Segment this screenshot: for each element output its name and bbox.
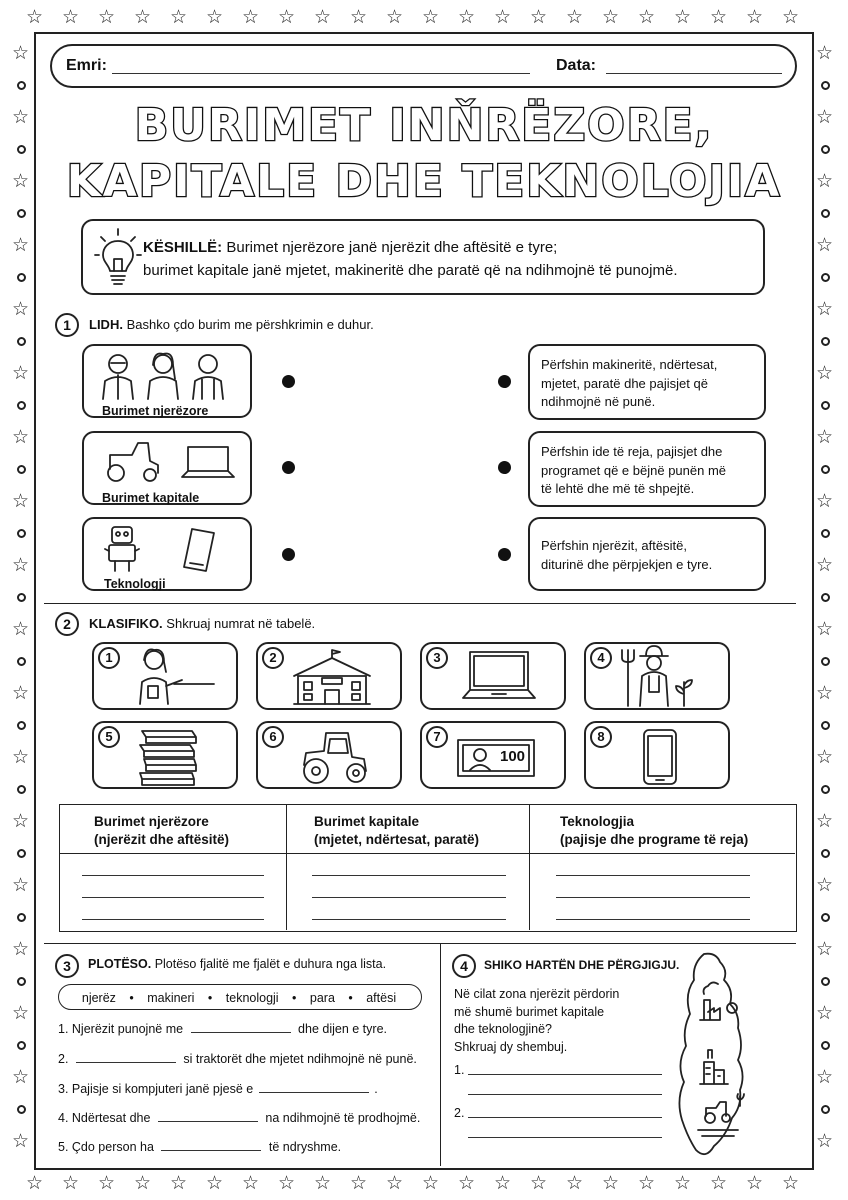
table-answer-line[interactable] — [82, 875, 264, 876]
star-icon: ☆ — [170, 6, 188, 28]
star-icon: ☆ — [62, 1172, 80, 1194]
ring-icon — [821, 1041, 830, 1050]
people-icon — [98, 351, 228, 401]
sentence-text: dhe dijen e tyre. — [298, 1022, 387, 1036]
classify-card-1[interactable] — [92, 642, 238, 710]
tip-box — [81, 219, 765, 295]
section1-instruction: Bashko çdo burim me përshkrimin e duhur. — [126, 317, 374, 332]
ring-icon — [821, 785, 830, 794]
star-icon: ☆ — [12, 426, 30, 448]
star-icon: ☆ — [12, 362, 30, 384]
star-icon: ☆ — [816, 810, 834, 832]
sentence-text: 3. Pajisje si kompjuteri janë pjesë e — [58, 1082, 254, 1096]
answer-line[interactable] — [468, 1074, 662, 1075]
table-answer-line[interactable] — [312, 897, 506, 898]
match-dot-right-3[interactable] — [498, 548, 511, 561]
star-icon: ☆ — [98, 1172, 116, 1194]
table-header-capital — [314, 813, 524, 849]
sentence-text: 1. Njerëzit punojnë me — [58, 1022, 184, 1036]
question-line: dhe teknologjinë? — [454, 1022, 552, 1036]
sentence-text: si traktorët dhe mjetet ndihmojnë në punë. — [183, 1052, 417, 1066]
star-icon: ☆ — [782, 1172, 800, 1194]
match-dot-left-2[interactable] — [282, 461, 295, 474]
star-icon: ☆ — [710, 1172, 728, 1194]
match-left-capital-label: Burimet kapitale — [102, 491, 200, 505]
star-icon: ☆ — [674, 6, 692, 28]
word-bank-word: para — [309, 991, 335, 1005]
match-right-1-line: Përfshin makineritë, ndërtesat, — [541, 357, 718, 372]
robot-tablet-icon — [100, 523, 230, 573]
star-icon: ☆ — [12, 554, 30, 576]
school-building-icon — [292, 648, 372, 706]
classify-card-3[interactable] — [420, 642, 566, 710]
star-icon: ☆ — [12, 106, 30, 128]
ring-icon — [821, 273, 830, 282]
section1-number: 1 — [55, 313, 79, 337]
laptop-icon — [462, 650, 536, 704]
word-bank: njerëz • makineri • teknologji • para • aftësi — [58, 984, 422, 1010]
tip-line2: burimet kapitale janë mjetet, makineritë dhe paratë që na ndihmojnë të punojmë. — [143, 262, 678, 279]
star-icon: ☆ — [134, 6, 152, 28]
table-header-title: Teknologjia — [560, 814, 635, 829]
star-icon: ☆ — [12, 234, 30, 256]
star-icon: ☆ — [350, 6, 368, 28]
fill-sentence-4 — [58, 1111, 420, 1125]
star-icon: ☆ — [816, 426, 834, 448]
table-answer-line[interactable] — [82, 919, 264, 920]
star-icon: ☆ — [566, 6, 584, 28]
card-number: 4 — [590, 647, 612, 669]
sentence-text: të ndryshme. — [268, 1140, 342, 1154]
date-label: Data: — [556, 57, 597, 74]
sentence-text: . — [374, 1082, 378, 1096]
match-right-2-line: Përfshin ide të reja, pajisjet dhe — [541, 444, 723, 459]
classify-card-2[interactable] — [256, 642, 402, 710]
ring-icon — [17, 913, 26, 922]
star-icon: ☆ — [530, 1172, 548, 1194]
star-icon: ☆ — [710, 6, 728, 28]
name-field[interactable] — [112, 73, 530, 74]
sentence-text: na ndihmojnë të prodhojmë. — [265, 1111, 421, 1125]
question-line: më shumë burimet kapitale — [454, 1004, 605, 1019]
match-right-2-line: të lehtë dhe më të shpejtë. — [541, 481, 695, 496]
star-icon: ☆ — [278, 1172, 296, 1194]
table-answer-line[interactable] — [312, 875, 506, 876]
star-icon: ☆ — [816, 170, 834, 192]
blank-field[interactable] — [191, 1023, 291, 1033]
star-icon: ☆ — [816, 1066, 834, 1088]
sentence-text: 5. Çdo person ha — [58, 1140, 154, 1154]
answer-line[interactable] — [468, 1117, 662, 1118]
answer-number: 1. — [454, 1063, 465, 1077]
blank-field[interactable] — [161, 1141, 261, 1151]
match-left-technology[interactable] — [82, 517, 252, 591]
tractor-icon — [296, 729, 372, 785]
answer-line[interactable] — [468, 1137, 662, 1138]
section2-instruction: Shkruaj numrat në tabelë. — [166, 616, 316, 631]
ring-icon — [821, 209, 830, 218]
star-icon: ☆ — [816, 234, 834, 256]
ring-icon — [17, 849, 26, 858]
section-divider — [44, 943, 796, 944]
match-dot-left-3[interactable] — [282, 548, 295, 561]
lightbulb-icon — [93, 227, 143, 291]
star-icon: ☆ — [278, 6, 296, 28]
star-icon: ☆ — [816, 490, 834, 512]
word-bank-word: makineri — [147, 991, 195, 1005]
name-date-bar — [50, 44, 797, 88]
classify-card-6[interactable] — [256, 721, 402, 789]
tractor-laptop-icon — [98, 439, 238, 483]
star-icon: ☆ — [816, 746, 834, 768]
star-icon: ☆ — [566, 1172, 584, 1194]
star-icon: ☆ — [98, 6, 116, 28]
smartphone-icon — [642, 728, 678, 786]
table-header-subtitle: (pajisje dhe programe të reja) — [560, 832, 749, 847]
star-icon: ☆ — [12, 938, 30, 960]
match-right-3-line: Përfshin njerëzit, aftësitë, — [541, 538, 687, 553]
star-icon: ☆ — [422, 1172, 440, 1194]
ring-icon — [17, 401, 26, 410]
page-title-line1: BURIMET INŇRËZORE, — [134, 100, 714, 151]
star-icon: ☆ — [746, 1172, 764, 1194]
ring-icon — [821, 849, 830, 858]
star-icon: ☆ — [638, 1172, 656, 1194]
ring-icon — [17, 977, 26, 986]
star-icon: ☆ — [816, 682, 834, 704]
ring-icon — [821, 657, 830, 666]
ring-icon — [17, 209, 26, 218]
star-icon: ☆ — [458, 1172, 476, 1194]
match-left-technology-label: Teknologji — [104, 577, 166, 591]
sentence-text: 4. Ndërtesat dhe — [58, 1111, 151, 1125]
table-header-title: Burimet njerëzore — [94, 814, 209, 829]
sentence-text: 2. — [58, 1052, 69, 1066]
star-icon: ☆ — [12, 874, 30, 896]
match-left-human[interactable] — [82, 344, 252, 418]
ring-icon — [17, 721, 26, 730]
banknote-value: 100 — [500, 748, 526, 765]
star-icon: ☆ — [12, 810, 30, 832]
table-header-subtitle: (njerëzit dhe aftësitë) — [94, 832, 230, 847]
star-icon: ☆ — [816, 106, 834, 128]
date-field[interactable] — [606, 73, 782, 74]
word-bank-word: teknologji — [225, 991, 279, 1005]
match-right-3[interactable] — [528, 517, 766, 591]
ring-icon — [821, 401, 830, 410]
ring-icon — [17, 785, 26, 794]
star-icon: ☆ — [12, 1066, 30, 1088]
tip-line1: Burimet njerëzore janë njerëzit dhe aftësitë e tyre; — [226, 239, 558, 256]
star-icon: ☆ — [350, 1172, 368, 1194]
ring-icon — [821, 1105, 830, 1114]
star-icon: ☆ — [134, 1172, 152, 1194]
classify-card-5[interactable] — [92, 721, 238, 789]
question-line: Në cilat zona njerëzit përdorin — [454, 987, 620, 1001]
match-right-2-line: programet që e bëjnë punën më — [541, 462, 727, 478]
fill-sentence-1 — [58, 1022, 387, 1036]
fill-sentence-5 — [58, 1140, 341, 1154]
ring-icon — [821, 721, 830, 730]
star-icon: ☆ — [12, 746, 30, 768]
section3-number: 3 — [55, 954, 79, 978]
ring-icon — [821, 465, 830, 474]
card-number: 8 — [590, 726, 612, 748]
star-icon: ☆ — [494, 6, 512, 28]
fill-sentence-3 — [58, 1082, 378, 1096]
name-label: Emri: — [66, 57, 107, 74]
star-icon: ☆ — [816, 1002, 834, 1024]
ring-icon — [17, 529, 26, 538]
star-icon: ☆ — [314, 1172, 332, 1194]
card-number: 6 — [262, 726, 284, 748]
match-right-3-line: diturinë dhe përpjekjen e tyre. — [541, 556, 713, 572]
ring-icon — [17, 465, 26, 474]
classify-card-4[interactable] — [584, 642, 730, 710]
fill-sentence-2 — [58, 1052, 417, 1066]
column-divider — [440, 944, 441, 1166]
match-dot-right-2[interactable] — [498, 461, 511, 474]
star-icon: ☆ — [26, 1172, 44, 1194]
star-icon: ☆ — [816, 618, 834, 640]
star-icon: ☆ — [12, 170, 30, 192]
card-number: 3 — [426, 647, 448, 669]
albania-map-icon — [668, 950, 778, 1164]
ring-icon — [821, 977, 830, 986]
star-icon: ☆ — [12, 1002, 30, 1024]
ring-icon — [17, 1105, 26, 1114]
star-icon: ☆ — [12, 618, 30, 640]
section1-title: LIDH. — [89, 317, 123, 332]
table-answer-line[interactable] — [556, 875, 750, 876]
star-icon: ☆ — [602, 1172, 620, 1194]
table-answer-line[interactable] — [312, 919, 506, 920]
section4-question — [454, 986, 619, 1056]
star-icon: ☆ — [62, 6, 80, 28]
page-title-line2: KAPITALE DHE TEKNOLOJIA — [66, 156, 782, 207]
star-icon: ☆ — [242, 1172, 260, 1194]
table-answer-line[interactable] — [556, 897, 750, 898]
blank-field[interactable] — [158, 1112, 258, 1122]
table-header-human — [94, 813, 284, 849]
section3-instruction: Plotëso fjalitë me fjalët e duhura nga lista. — [154, 957, 387, 971]
star-icon: ☆ — [746, 6, 764, 28]
star-icon: ☆ — [386, 1172, 404, 1194]
star-icon: ☆ — [12, 490, 30, 512]
star-icon: ☆ — [206, 1172, 224, 1194]
star-icon: ☆ — [12, 298, 30, 320]
section2-title: KLASIFIKO. — [89, 616, 163, 631]
ring-icon — [821, 529, 830, 538]
star-icon: ☆ — [12, 1130, 30, 1152]
match-dot-left-1[interactable] — [282, 375, 295, 388]
classify-card-8[interactable] — [584, 721, 730, 789]
section3-title: PLOTËSO. — [88, 957, 152, 971]
ring-icon — [17, 657, 26, 666]
star-icon: ☆ — [816, 298, 834, 320]
match-dot-right-1[interactable] — [498, 375, 511, 388]
table-answer-line[interactable] — [556, 919, 750, 920]
star-icon: ☆ — [530, 6, 548, 28]
star-icon: ☆ — [170, 1172, 188, 1194]
star-icon: ☆ — [638, 6, 656, 28]
star-icon: ☆ — [422, 6, 440, 28]
star-icon: ☆ — [816, 554, 834, 576]
table-header-subtitle: (mjetet, ndërtesat, paratë) — [314, 832, 480, 847]
ring-icon — [17, 337, 26, 346]
star-icon: ☆ — [242, 6, 260, 28]
star-icon: ☆ — [816, 42, 834, 64]
ring-icon — [821, 337, 830, 346]
match-left-human-label: Burimet njerëzore — [102, 404, 209, 418]
classification-table — [59, 804, 797, 932]
star-icon: ☆ — [12, 682, 30, 704]
star-icon: ☆ — [12, 42, 30, 64]
star-icon: ☆ — [816, 1130, 834, 1152]
classify-card-7[interactable] — [420, 721, 566, 789]
star-icon: ☆ — [816, 938, 834, 960]
star-icon: ☆ — [816, 362, 834, 384]
star-icon: ☆ — [386, 6, 404, 28]
star-icon: ☆ — [602, 6, 620, 28]
word-bank-word: njerëz — [81, 991, 116, 1005]
ring-icon — [17, 1041, 26, 1050]
ring-icon — [17, 593, 26, 602]
star-icon: ☆ — [674, 1172, 692, 1194]
match-right-2[interactable] — [528, 431, 766, 507]
star-icon: ☆ — [314, 6, 332, 28]
star-icon: ☆ — [782, 6, 800, 28]
match-right-1-line: mjetet, paratë dhe pajisjet që — [541, 375, 708, 391]
table-header-technology — [560, 813, 795, 849]
farmer-icon — [616, 646, 702, 708]
card-number: 5 — [98, 726, 120, 748]
card-number: 1 — [98, 647, 120, 669]
ring-icon — [821, 593, 830, 602]
star-icon: ☆ — [494, 1172, 512, 1194]
blank-field[interactable] — [259, 1083, 369, 1093]
blank-field[interactable] — [76, 1053, 176, 1063]
star-icon: ☆ — [26, 6, 44, 28]
match-right-1-line: ndihmojnë në punë. — [541, 394, 656, 409]
answer-number: 2. — [454, 1106, 465, 1120]
section2-number: 2 — [55, 612, 79, 636]
tip-label: KËSHILLË: — [143, 239, 223, 256]
ring-icon — [17, 81, 26, 90]
question-line: Shkruaj dy shembuj. — [454, 1039, 568, 1054]
ring-icon — [821, 913, 830, 922]
table-answer-line[interactable] — [82, 897, 264, 898]
section4-number: 4 — [452, 954, 476, 978]
card-number: 7 — [426, 726, 448, 748]
star-icon: ☆ — [458, 6, 476, 28]
teacher-icon — [134, 648, 214, 706]
section4-title: SHIKO HARTËN DHE PËRGJIGJU. — [484, 958, 680, 972]
card-number: 2 — [262, 647, 284, 669]
match-left-capital[interactable] — [82, 431, 252, 505]
ring-icon — [17, 273, 26, 282]
word-bank-word: aftësi — [366, 991, 397, 1005]
match-right-1[interactable] — [528, 344, 766, 420]
table-header-title: Burimet kapitale — [314, 814, 420, 829]
books-icon — [136, 727, 202, 787]
section-divider — [44, 603, 796, 604]
ring-icon — [821, 81, 830, 90]
star-icon: ☆ — [206, 6, 224, 28]
star-icon: ☆ — [816, 874, 834, 896]
answer-line[interactable] — [468, 1094, 662, 1095]
